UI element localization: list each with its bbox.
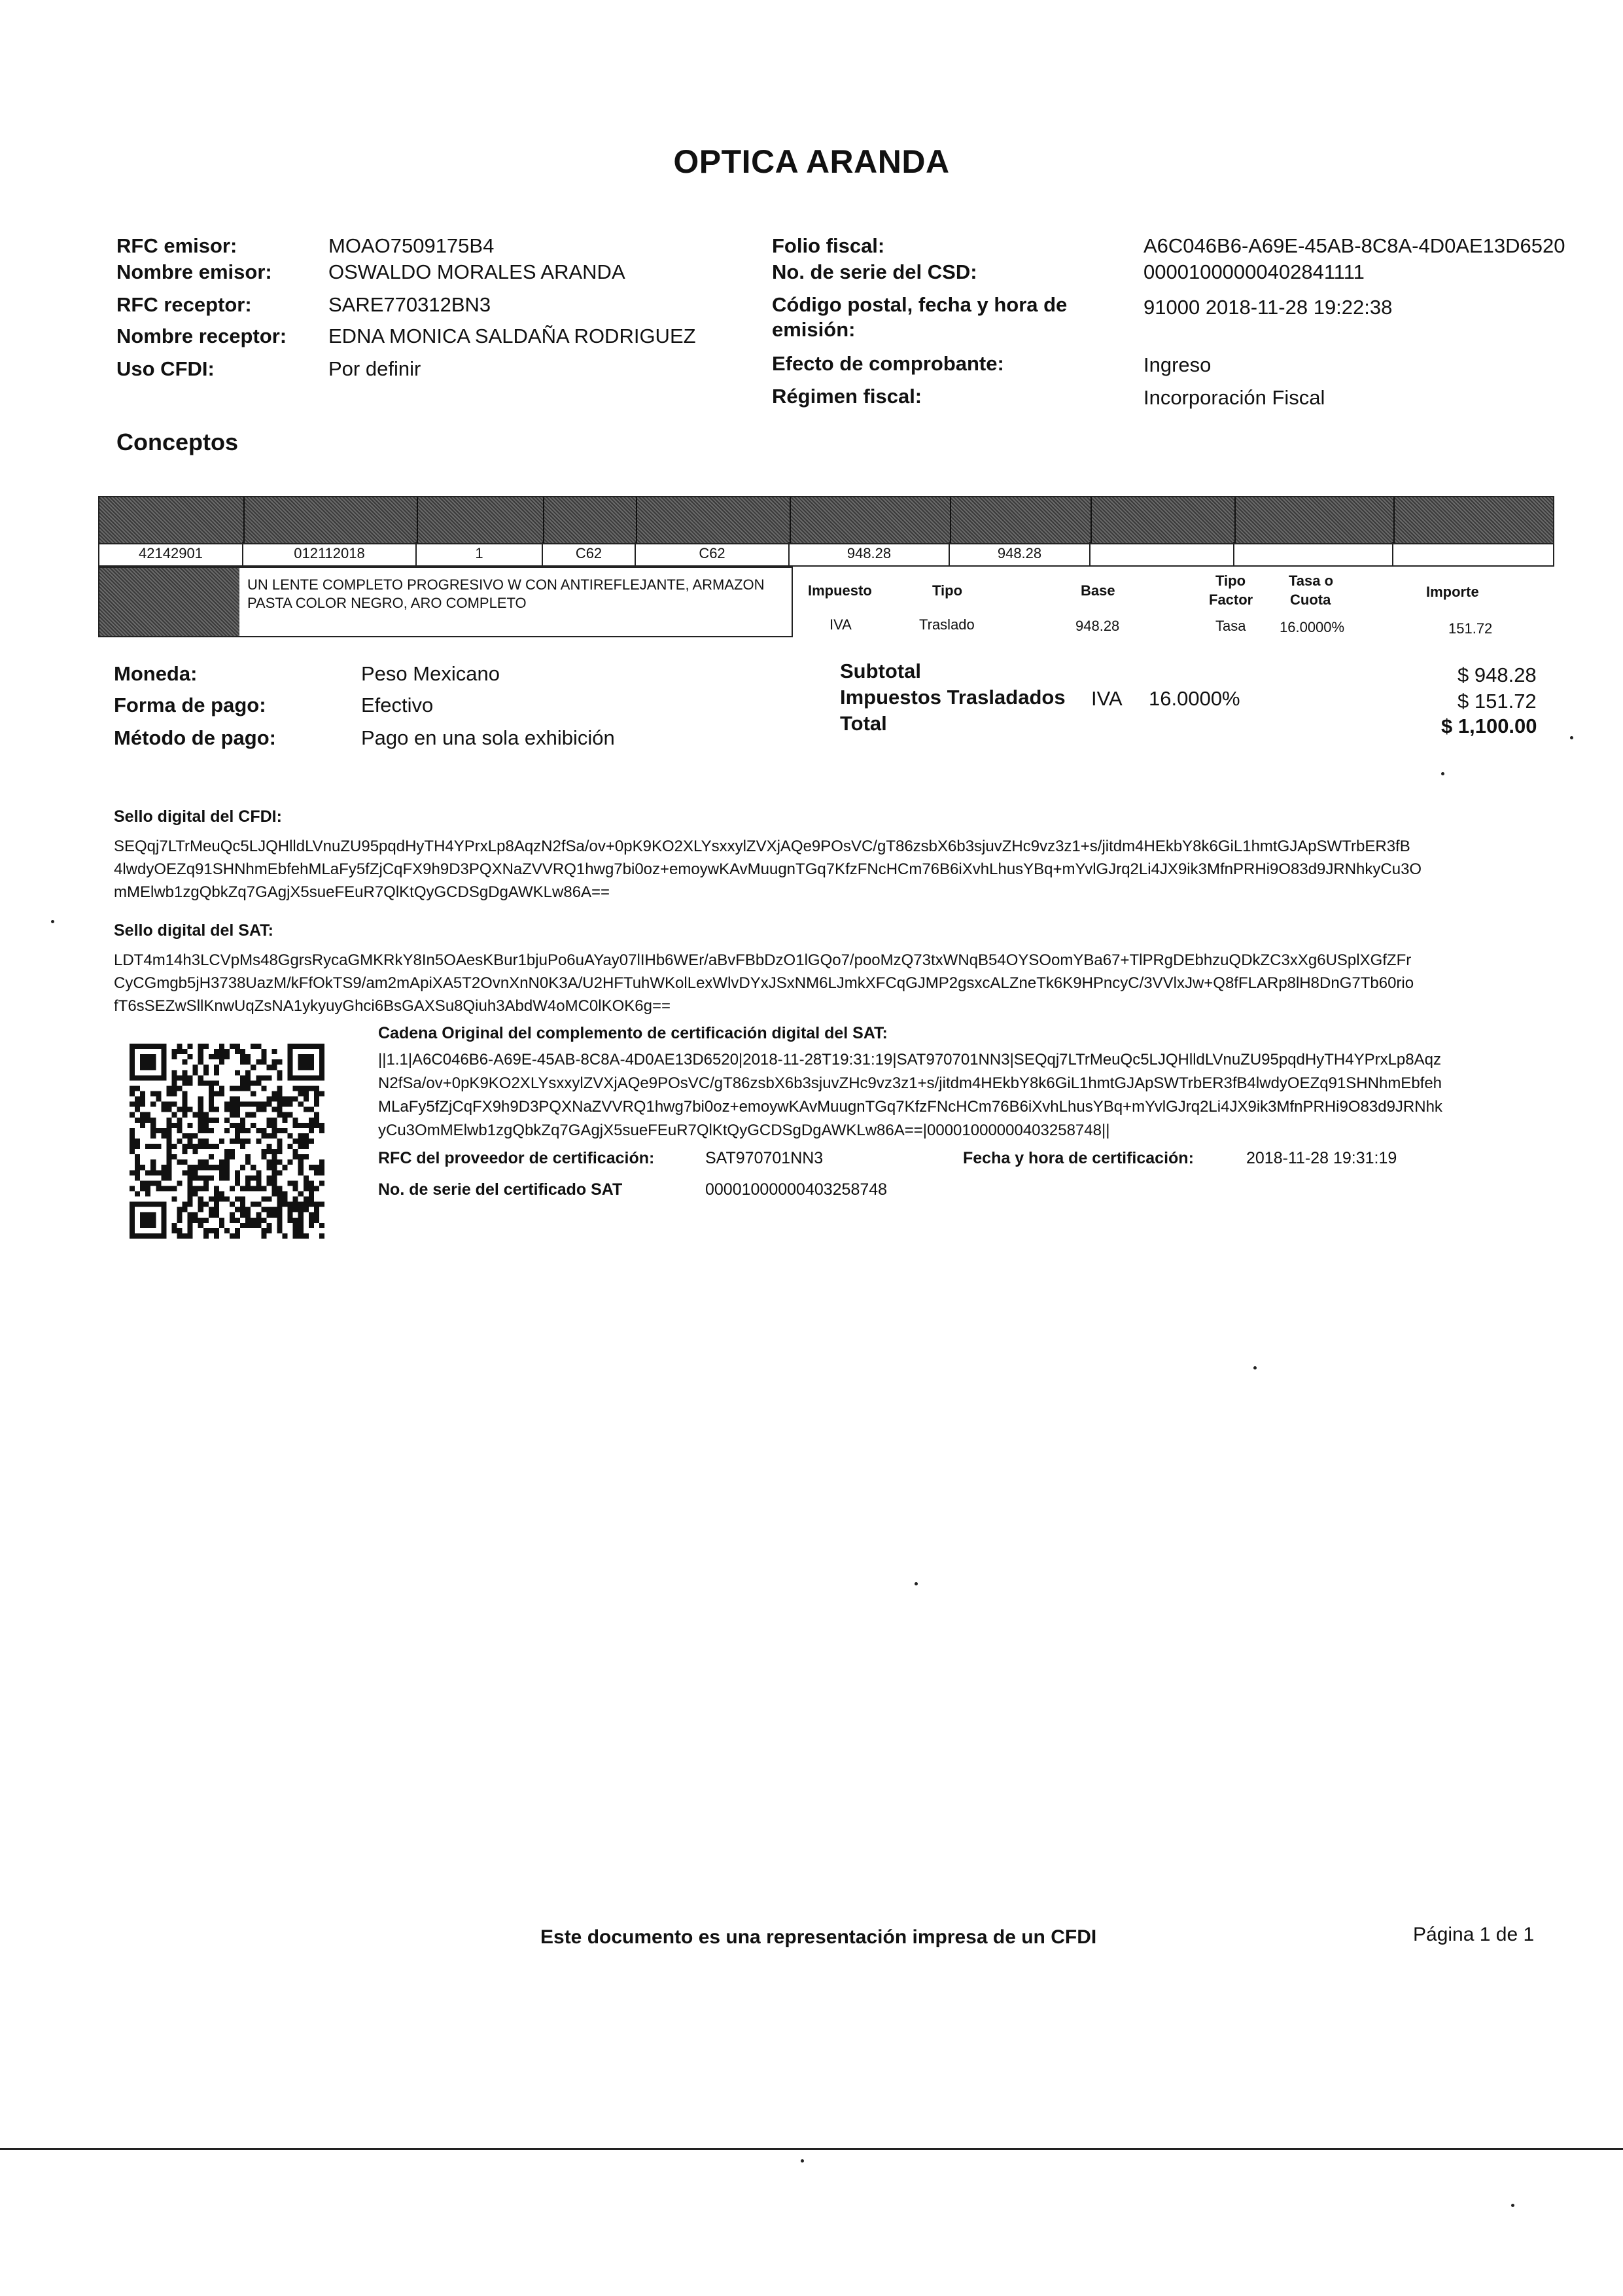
conceptos-row — [98, 542, 1554, 567]
fecha-certificacion-label: Fecha y hora de certificación: — [963, 1149, 1194, 1167]
footer-note: Este documento es una representación impresa de un CFDI — [540, 1926, 1097, 1948]
total-label: Total — [840, 712, 887, 735]
impuestos-trasladados-label: Impuestos Trasladados — [840, 686, 1066, 709]
tax-header-tipo-factor-2: Factor — [1209, 592, 1253, 608]
tax-tipo: Traslado — [919, 616, 975, 633]
tax-tipo-factor: Tasa — [1215, 618, 1246, 634]
uso-cfdi-value: Por definir — [328, 357, 421, 380]
total-value: $ 1,100.00 — [1441, 715, 1537, 737]
sello-sat-text — [114, 949, 1553, 1017]
cadena-line: N2fSa/ov+0pK9KO2XLYsxxylZVXjAQe9POsVC/gT86zsbX6b3sjuvZHc9vz3z1+s/jitdm4HEkbY8k6GiL1hmtGJApSWTrbER3fB4lwdyOEZq91SHNhmEbfeh — [378, 1074, 1442, 1092]
empty-cell-1 — [1091, 542, 1234, 565]
sello-sat-line: fT6sSEZwSllKnwUqZsNA1ykyuyGhci6BsGAXSu8Qiuh3AbdW4oMC0lKOK6g== — [114, 997, 671, 1015]
impuestos-tipo: IVA — [1091, 687, 1123, 710]
unidad-cell: C62 — [636, 542, 790, 565]
rfc-emisor-label: RFC emisor: — [116, 234, 237, 257]
scan-speck — [1511, 2204, 1514, 2207]
sello-sat-line: LDT4m14h3LCVpMs48GgrsRycaGMKRkY8In5OAesKBur1bjuPo6uAYay07lIHb6WEr/aBvFBbDzO1lGQo7/pooMzQ73txWNqB54OYSOomYBa67+TlPRgDEbhzuQDkZC3xXg6USplXGfZFr — [114, 951, 1412, 969]
empty-cell-3 — [1393, 542, 1553, 565]
tax-base: 948.28 — [1075, 618, 1120, 634]
folio-fiscal-label: Folio fiscal: — [772, 234, 885, 257]
qr-code — [130, 1043, 324, 1239]
tax-impuesto: IVA — [829, 616, 852, 633]
rfc-receptor-label: RFC receptor: — [116, 293, 252, 316]
conceptos-header-band — [98, 496, 1554, 544]
document-title: OPTICA ARANDA — [673, 143, 950, 180]
cadena-text — [378, 1048, 1556, 1142]
tax-header-tipo-factor-1: Tipo — [1215, 573, 1246, 589]
metodo-pago-value: Pago en una sola exhibición — [361, 726, 615, 749]
scan-speck — [1570, 736, 1573, 739]
valor-unitario-cell: 948.28 — [790, 542, 950, 565]
descripcion-box — [98, 567, 793, 637]
cadena-line: MLaFy5fZjCqFX9h9D3PQXNaZVVRQ1hwg7bi0oz+emoywKAvMuugnTGq7KfzFNcHCm76B6iXvhLhusYBq+mYvlGJrq2Li4JX9ik3MfnPRHi9O83d9JRNhk — [378, 1098, 1442, 1116]
regimen-value: Incorporación Fiscal — [1143, 386, 1325, 409]
scan-speck — [1253, 1366, 1257, 1369]
subtotal-label: Subtotal — [840, 660, 921, 682]
regimen-label: Régimen fiscal: — [772, 385, 922, 408]
descripcion-text: UN LENTE COMPLETO PROGRESIVO W CON ANTIREFLEJANTE, ARMAZON PASTA COLOR NEGRO, ARO COMPLETO — [247, 576, 765, 611]
clave-prod-serv-cell: 42142901 — [99, 542, 243, 565]
sello-cfdi-line: mMElwb1zgQbkZq7GAgjX5sueFEuR7QlKtQyGCDSgDgAWKLw86A== — [114, 883, 610, 901]
importe-cell: 948.28 — [950, 542, 1091, 565]
tax-header-tasa-1: Tasa o — [1289, 573, 1334, 589]
conceptos-heading: Conceptos — [116, 429, 239, 455]
descripcion-label-shaded — [99, 568, 239, 636]
sello-sat-label: Sello digital del SAT: — [114, 921, 274, 940]
empty-cell-2 — [1234, 542, 1393, 565]
rfc-proveedor-label: RFC del proveedor de certificación: — [378, 1149, 655, 1167]
clave-unidad-cell: C62 — [543, 542, 636, 565]
sello-sat-line: CyCGmgb5jH3738UazM/kFfOkTS9/am2mApiXA5T2OvnXnN0K3A/U2HFTuhWKolLexWlvDYxJSxNM6LJmkXFCqGJMP2gsxcALZneTk6K9HPncyC/3VVlxJw+Q8fFLARp8lH8DnG7Tb60rio — [114, 974, 1414, 992]
tax-importe: 151.72 — [1448, 620, 1493, 637]
forma-pago-value: Efectivo — [361, 694, 434, 716]
cp-fecha-value: 91000 2018-11-28 19:22:38 — [1143, 296, 1393, 319]
scan-edge-line — [0, 2148, 1623, 2150]
scan-speck — [915, 1582, 918, 1585]
tax-header-importe: Importe — [1426, 584, 1479, 600]
cadena-line: ||1.1|A6C046B6-A69E-45AB-8C8A-4D0AE13D6520|2018-11-28T19:31:19|SAT970701NN3|SEQqj7LTrMeuQc5LJQHlldLVnuZU95pqdHyTH4YPrxLp8Aqz — [378, 1051, 1441, 1069]
cp-fecha-label-2: emisión: — [772, 318, 856, 341]
cadena-line: yCu3OmMElwb1zgQbkZq7GAgjX5sueFEuR7QlKtQyGCDSgDgAWKLw86A==|00001000000403258748|| — [378, 1122, 1110, 1139]
serie-csd-value: 00001000000402841111 — [1143, 260, 1365, 283]
tax-header-impuesto: Impuesto — [808, 582, 872, 599]
serie-certificado-sat-label: No. de serie del certificado SAT — [378, 1180, 623, 1199]
sello-cfdi-line: SEQqj7LTrMeuQc5LJQHlldLVnuZU95pqdHyTH4YPrxLp8AqzN2fSa/ov+0pK9KO2XLYsxxylZVXjAQe9POsVC/gT86zsbX6b3sjuvZHc9vz3z1+s/jitdm4HEkbY8k6GiL1hmtGJApSWTrbER3fB — [114, 838, 1410, 855]
serie-csd-label: No. de serie del CSD: — [772, 260, 977, 283]
tax-header-tasa-2: Cuota — [1290, 592, 1331, 608]
efecto-label: Efecto de comprobante: — [772, 352, 1004, 375]
scan-speck — [51, 920, 54, 923]
uso-cfdi-label: Uso CFDI: — [116, 357, 215, 380]
tax-header-base: Base — [1081, 582, 1115, 599]
nombre-receptor-label: Nombre receptor: — [116, 325, 287, 347]
forma-pago-label: Forma de pago: — [114, 694, 266, 716]
cp-fecha-label-1: Código postal, fecha y hora de — [772, 293, 1068, 316]
cantidad-cell: 1 — [417, 542, 543, 565]
sello-cfdi-text — [114, 835, 1553, 904]
impuestos-value: $ 151.72 — [1457, 690, 1537, 713]
rfc-receptor-value: SARE770312BN3 — [328, 293, 491, 316]
moneda-value: Peso Mexicano — [361, 662, 500, 685]
no-identificacion-cell: 012112018 — [243, 542, 417, 565]
tax-header-tipo: Tipo — [932, 582, 963, 599]
nombre-emisor-value: OSWALDO MORALES ARANDA — [328, 260, 625, 283]
fecha-certificacion-value: 2018-11-28 19:31:19 — [1246, 1149, 1397, 1167]
subtotal-value: $ 948.28 — [1457, 663, 1537, 686]
serie-certificado-sat-value: 00001000000403258748 — [705, 1180, 888, 1199]
impuestos-tasa: 16.0000% — [1149, 687, 1240, 710]
rfc-emisor-value: MOAO7509175B4 — [328, 234, 495, 257]
tax-tasa: 16.0000% — [1280, 619, 1345, 635]
folio-fiscal-value: A6C046B6-A69E-45AB-8C8A-4D0AE13D6520 — [1143, 234, 1565, 257]
page-number: Página 1 de 1 — [1413, 1924, 1535, 1945]
cadena-label: Cadena Original del complemento de certificación digital del SAT: — [378, 1024, 888, 1042]
efecto-value: Ingreso — [1143, 353, 1212, 376]
sello-cfdi-label: Sello digital del CFDI: — [114, 807, 282, 826]
moneda-label: Moneda: — [114, 662, 198, 685]
rfc-proveedor-value: SAT970701NN3 — [705, 1149, 824, 1167]
sello-cfdi-line: 4lwdyOEZq91SHNhmEbfehMLaFy5fZjCqFX9h9D3PQXNaZVVRQ1hwg7bi0oz+emoywKAvMuugnTGq7KfzFNcHCm76B6iXvhLhusYBq+mYvlGJrq2Li4JX9ik3MfnPRHi9O83d9JRNhkyCu3O — [114, 860, 1422, 878]
scan-speck — [1441, 772, 1444, 775]
scan-speck — [801, 2159, 804, 2163]
nombre-emisor-label: Nombre emisor: — [116, 260, 272, 283]
nombre-receptor-value: EDNA MONICA SALDAÑA RODRIGUEZ — [328, 325, 696, 347]
metodo-pago-label: Método de pago: — [114, 726, 276, 749]
